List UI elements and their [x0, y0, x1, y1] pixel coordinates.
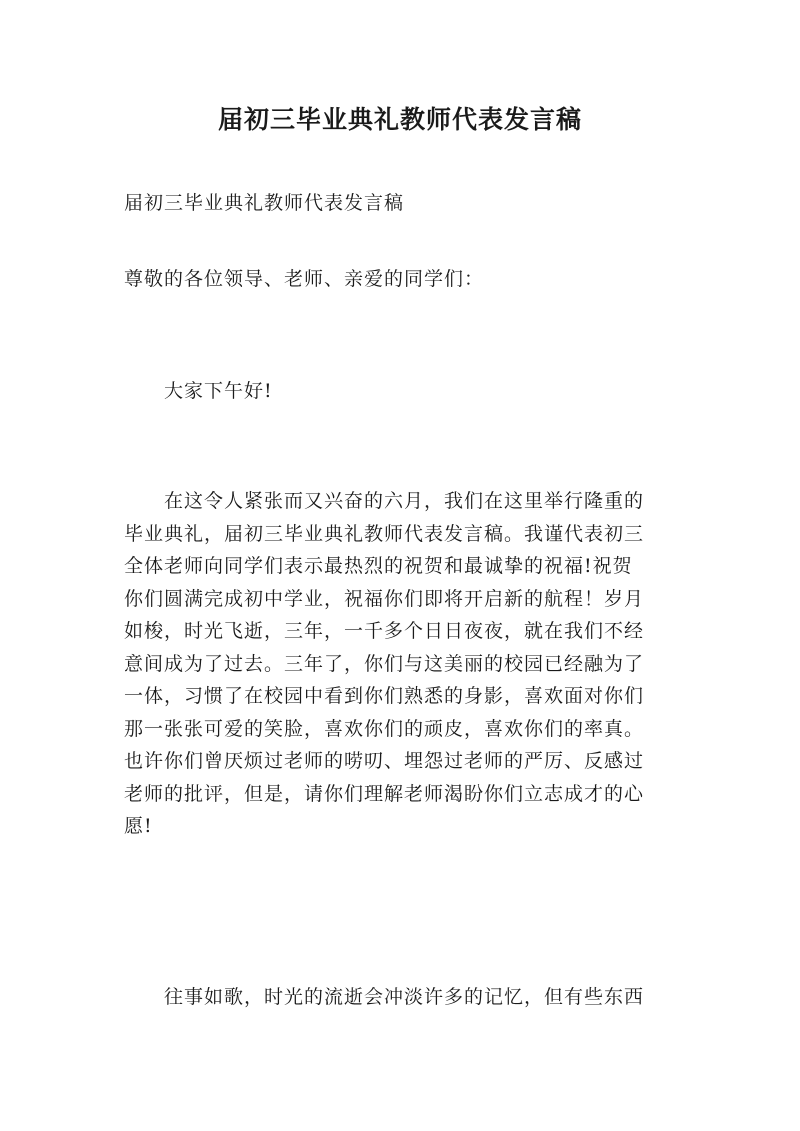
greeting: 大家下午好!	[164, 380, 273, 402]
paragraph-1-line: 也许你们曾厌烦过老师的唠叨、埋怨过老师的严厉、反感过	[124, 750, 645, 772]
paragraph-2-first-line: 往事如歌，时光的流逝会冲淡许多的记忆，但有些东西	[164, 986, 645, 1008]
paragraph-1-line: 毕业典礼，届初三毕业典礼教师代表发言稿。我谨代表初三	[124, 522, 645, 545]
salutation: 尊敬的各位领导、老师、亲爱的同学们：	[124, 268, 485, 290]
paragraph-1-line: 那一张张可爱的笑脸，喜欢你们的顽皮，喜欢你们的率真。	[124, 717, 645, 740]
paragraph-1-line: 意间成为了过去。三年了，你们与这美丽的校园已经融为了	[124, 652, 645, 675]
paragraph-1-line: 愿!	[124, 815, 153, 837]
paragraph-1-line: 如梭，时光飞逝，三年，一千多个日日夜夜，就在我们不经	[124, 620, 645, 642]
paragraph-1-line: 你们圆满完成初中学业，祝福你们即将开启新的航程！岁月	[124, 587, 645, 610]
paragraph-1-line: 一体，习惯了在校园中看到你们熟悉的身影，喜欢面对你们	[124, 685, 645, 707]
document-title: 届初三毕业典礼教师代表发言稿	[217, 105, 582, 134]
document-subtitle: 届初三毕业典礼教师代表发言稿	[124, 192, 405, 214]
paragraph-1-line: 在这令人紧张而又兴奋的六月，我们在这里举行隆重的	[164, 490, 645, 512]
paragraph-1-line: 老师的批评，但是，请你们理解老师渴盼你们立志成才的心	[124, 782, 645, 805]
paragraph-1-line: 全体老师向同学们表示最热烈的祝贺和最诚挚的祝福!祝贺	[124, 555, 633, 577]
paragraph-1	[124, 485, 690, 843]
